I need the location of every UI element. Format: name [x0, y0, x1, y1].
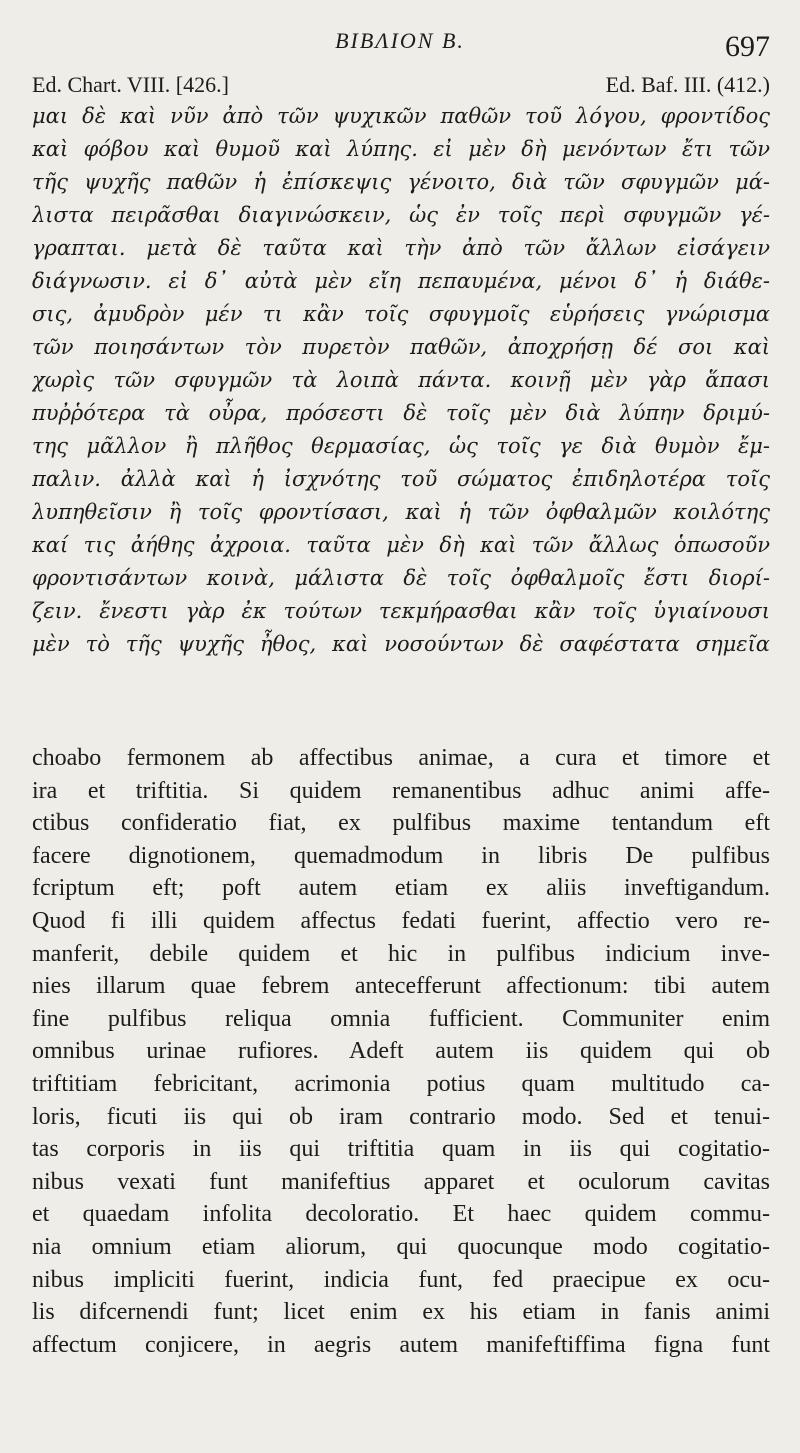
edition-reference-left: Ed. Chart. VIII. [426.] — [32, 72, 229, 97]
latin-line: facere dignotionem, quemadmodum in libris De pulfibus — [32, 842, 770, 869]
greek-line: τῆς ψυχῆς παθῶν ἡ ἐπίσκεψις γένοιτο, διὰ τῶν σφυγμῶν μά- — [32, 170, 770, 194]
latin-line: tas corporis in iis qui triftitia quam in iis qui cogitatio- — [32, 1136, 770, 1163]
latin-line: nies illarum quae febrem antecefferunt affectionum: tibi autem — [32, 973, 770, 1000]
greek-line: ζειν. ἔνεστι γὰρ ἐκ τούτων τεκμήρασθαι κἂν τοῖς ὑγιαίνουσι — [32, 599, 770, 623]
greek-line: παλιν. ἀλλὰ καὶ ἡ ἰσχνότης τοῦ σώματος ἐπιδηλοτέρα τοῖς — [32, 467, 770, 491]
greek-text-block — [32, 100, 770, 661]
latin-line: manferit, debile quidem et hic in pulfibus indicium inve- — [32, 940, 770, 967]
latin-line: affectum conjicere, in aegris autem manifeftiffima figna funt — [32, 1331, 770, 1358]
latin-line: lis difcernendi funt; licet enim ex his etiam in fanis animi — [32, 1299, 770, 1326]
edition-reference-right: Ed. Baf. III. (412.) — [605, 72, 770, 97]
latin-line: loris, ficuti iis qui ob iram contrario modo. Sed et tenui- — [32, 1103, 770, 1130]
latin-line: ira et triftitia. Si quidem remanentibus adhuc animi affe- — [32, 777, 770, 804]
greek-line: μαι δὲ καὶ νῦν ἀπὸ τῶν ψυχικῶν παθῶν τοῦ λόγου, φροντίδος — [32, 104, 770, 128]
greek-line: διάγνωσιν. εἰ δ᾽ αὐτὰ μὲν εἴη πεπαυμένα, μένοι δ᾽ ἡ διάθε- — [32, 269, 770, 293]
greek-line: καί τις ἀήθης ἀχροια. ταῦτα μὲν δὴ καὶ τῶν ἄλλως ὁπωσοῦν — [32, 533, 770, 557]
latin-line: fine pulfibus reliqua omnia fufficient. Communiter enim — [32, 1005, 770, 1032]
latin-text-block — [32, 742, 770, 1361]
latin-line: triftitiam febricitant, acrimonia potius quam multitudo ca- — [32, 1070, 770, 1097]
latin-line: et quaedam infolita decoloratio. Et haec quidem commu- — [32, 1201, 770, 1228]
greek-line: τῶν ποιησάντων τὸν πυρετὸν παθῶν, ἀποχρήσῃ δέ σοι καὶ — [32, 335, 770, 359]
greek-line: μὲν τὸ τῆς ψυχῆς ἦθος, καὶ νοσούντων δὲ σαφέστατα σημεῖα — [32, 632, 770, 656]
latin-line: omnibus urinae rufiores. Adeft autem iis quidem qui ob — [32, 1038, 770, 1065]
greek-line: γραπται. μετὰ δὲ ταῦτα καὶ τὴν ἀπὸ τῶν ἄλλων εἰσάγειν — [32, 236, 770, 260]
greek-line: καὶ φόβου καὶ θυμοῦ καὶ λύπης. εἰ μὲν δὴ μενόντων ἔτι τῶν — [32, 137, 770, 161]
greek-line: πυῤῥότερα τὰ οὖρα, πρόσεστι δὲ τοῖς μὲν διὰ λύπην δριμύ- — [32, 401, 770, 425]
latin-line: nibus impliciti fuerint, indicia funt, fed praecipue ex ocu- — [32, 1266, 770, 1293]
greek-line: λυπηθεῖσιν ἢ τοῖς φροντίσασι, καὶ ἡ τῶν ὀφθαλμῶν κοιλότης — [32, 500, 770, 524]
latin-line: nia omnium etiam aliorum, qui quocunque modo cogitatio- — [32, 1233, 770, 1260]
greek-line: σις, ἀμυδρὸν μέν τι κἂν τοῖς σφυγμοῖς εὑρήσεις γνώρισμα — [32, 302, 770, 326]
greek-line: της μᾶλλον ἢ πλῆθος θερμασίας, ὡς τοῖς γε διὰ θυμὸν ἔμ- — [32, 434, 770, 458]
latin-line: choabo fermonem ab affectibus animae, a cura et timore et — [32, 745, 770, 771]
greek-line: λιστα πειρᾶσθαι διαγινώσκειν, ὡς ἐν τοῖς περὶ σφυγμῶν γέ- — [32, 203, 770, 227]
running-title: BIBΛΙΟΝ B. — [335, 28, 465, 53]
page-number: 697 — [725, 30, 770, 63]
greek-line: φροντισάντων κοινὰ, μάλιστα δὲ τοῖς ὀφθαλμοῖς ἔστι διορί- — [32, 566, 770, 590]
latin-line: ctibus confideratio fiat, ex pulfibus maxime tentandum eft — [32, 810, 770, 837]
latin-line: fcriptum eft; poft autem etiam ex aliis inveftigandum. — [32, 875, 770, 902]
latin-line: nibus vexati funt manifeftius apparet et oculorum cavitas — [32, 1168, 770, 1195]
greek-line: χωρὶς τῶν σφυγμῶν τὰ λοιπὰ πάντα. κοινῇ μὲν γὰρ ἅπασι — [32, 368, 770, 392]
latin-line: Quod fi illi quidem affectus fedati fuerint, affectio vero re- — [32, 907, 770, 934]
